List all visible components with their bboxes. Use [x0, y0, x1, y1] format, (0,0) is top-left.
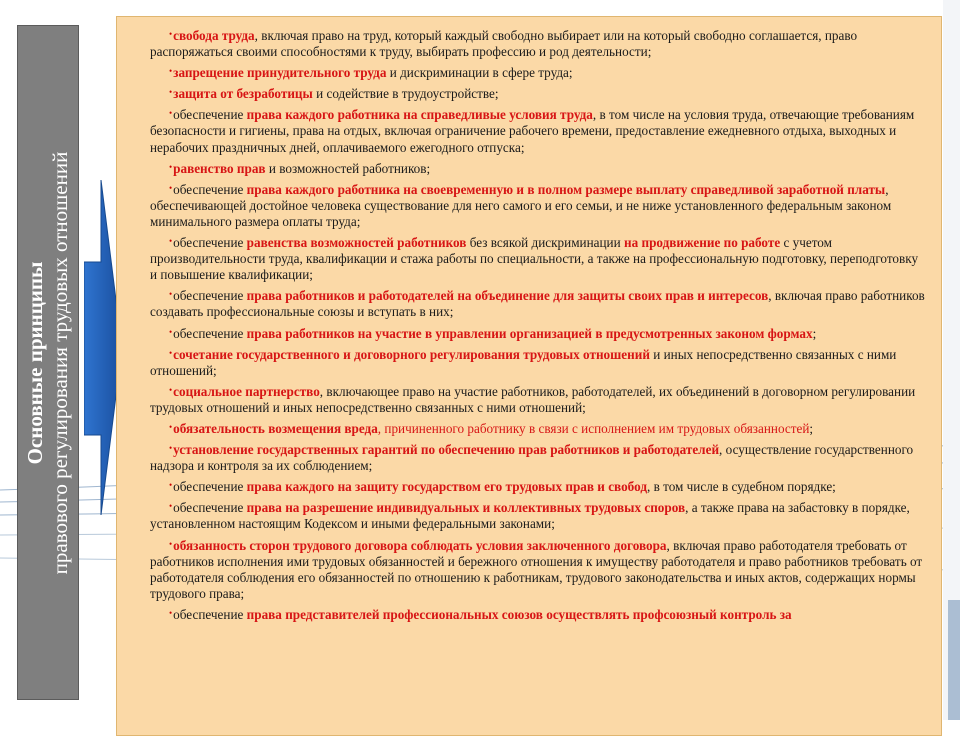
- principles-list: [150, 26, 927, 623]
- principle-text-segment: права работников на участие в управлении организацией в предусмотренных законом формах: [246, 325, 813, 341]
- principle-text-segment: права каждого работника на справедливые условия труда: [246, 107, 593, 123]
- principle-item: [150, 440, 927, 474]
- principle-text-segment: ;: [812, 325, 817, 341]
- principle-text-segment: и содействие в трудоустройстве;: [312, 86, 499, 102]
- principle-text-segment: обеспечение: [173, 479, 247, 495]
- principle-text-segment: и возможностей работников;: [265, 160, 431, 176]
- principle-text-segment: обязательность возмещения вреда: [173, 420, 378, 436]
- principle-text-segment: ;: [809, 420, 814, 436]
- principle-item: [150, 605, 927, 623]
- principle-text-segment: , включая право на труд, который каждый свободно выбирает или на который свободно соглашается, право распоряжаться своими способностями к труду, выбирать профессию и род деятельности;: [150, 28, 858, 60]
- principle-text-segment: права на разрешение индивидуальных и коллективных трудовых споров: [246, 500, 686, 516]
- side-title-line1: Основные принципы: [23, 261, 47, 464]
- bullet-icon: •: [169, 421, 173, 432]
- bullet-icon: •: [169, 108, 173, 119]
- principle-text-segment: на продвижение по работе: [623, 235, 781, 251]
- bullet-icon: •: [169, 538, 173, 549]
- principles-content-box: [116, 16, 942, 736]
- bullet-icon: •: [169, 384, 173, 395]
- principle-text-segment: сочетание государственного и договорного регулирования трудовых отношений: [173, 346, 650, 362]
- principle-text-segment: , осуществление государственного надзора и контроля за их соблюдением;: [150, 442, 914, 474]
- principle-item: [150, 105, 927, 155]
- principle-text-segment: обеспечение: [173, 181, 247, 197]
- bullet-icon: •: [169, 347, 173, 358]
- principle-text-segment: обеспечение: [173, 107, 247, 123]
- principle-text-segment: с учетом производительности труда, квалификации и стажа работы по специальности, а также на профессиональную подготовку, переподготовку и повышение квалификации;: [150, 235, 919, 283]
- principle-item: [150, 419, 927, 437]
- principle-item: [150, 498, 927, 532]
- principle-text-segment: равенства возможностей работников: [246, 235, 467, 251]
- principle-text-segment: равенство прав: [173, 160, 266, 176]
- principle-text-segment: , а также права на забастовку в порядке, установленном настоящим Кодексом и иными федеральными законами;: [150, 500, 910, 532]
- bullet-icon: •: [169, 161, 173, 172]
- bullet-icon: •: [169, 289, 173, 300]
- principle-text-segment: социальное партнерство: [173, 383, 320, 399]
- principle-item: [150, 63, 927, 81]
- bullet-icon: •: [169, 326, 173, 337]
- bullet-icon: •: [169, 29, 173, 39]
- principle-text-segment: права каждого на защиту государством его трудовых прав и свобод: [246, 479, 647, 495]
- principle-text-segment: запрещение принудительного труда: [173, 65, 387, 81]
- principle-item: [150, 180, 927, 230]
- principle-text-segment: без всякой дискриминации: [466, 235, 624, 251]
- principle-text-segment: , в том числе в судебном порядке;: [646, 479, 836, 495]
- principle-item: [150, 159, 927, 177]
- right-edge-accent: [943, 0, 960, 720]
- principle-item: [150, 382, 927, 416]
- principle-text-segment: , включая право работников создавать профессиональные союзы и вступать в них;: [150, 288, 925, 320]
- principle-text-segment: права каждого работника на своевременную и в полном размере выплату справедливой заработной платы: [246, 181, 886, 197]
- principle-text-segment: обеспечение: [173, 325, 247, 341]
- side-title-line2: правового регулирования трудовых отношений: [48, 151, 72, 574]
- principle-text-segment: , в том числе на условия труда, отвечающие требованиям безопасности и гигиены, права на отдых, включая ограничение рабочего времени, предоставление ежедневного отдыха, выходных и нерабочих праздничных дней, оплачиваемого ежегодного отпуска;: [150, 107, 915, 155]
- bullet-icon: •: [169, 66, 173, 77]
- principle-item: [150, 345, 927, 379]
- principle-text-segment: защита от безработицы: [173, 86, 313, 102]
- principle-text-segment: свобода труда: [173, 28, 255, 43]
- bullet-icon: •: [169, 236, 173, 247]
- principle-text-segment: , включая право работодателя требовать от работников исполнения ими трудовых обязанностей и бережного отношения к имуществу работодателя и право работников требовать от работодателя соблюдения его обязанностей по отношению к работникам, трудового законодательства и иных актов, содержащих нормы трудового права;: [150, 537, 923, 601]
- principle-text-segment: обязанность сторон трудового договора соблюдать условия заключенного договора: [173, 537, 667, 553]
- principle-text-segment: , обеспечивающей достойное человека существование для него самого и его семьи, и не ниже установленного федеральным законом минимального размера оплаты труда;: [150, 181, 892, 229]
- principle-item: [150, 233, 927, 283]
- principle-item: [150, 26, 927, 60]
- principle-text-segment: права представителей профессиональных союзов осуществлять профсоюзный контроль за: [246, 606, 792, 622]
- principle-text-segment: обеспечение: [173, 500, 247, 516]
- principle-item: [150, 324, 927, 342]
- principle-text-segment: установление государственных гарантий по обеспечению прав работников и работодателей: [173, 442, 720, 458]
- principle-text-segment: права работников и работодателей на объединение для защиты своих прав и интересов: [246, 288, 769, 304]
- principle-text-segment: обеспечение: [173, 606, 247, 622]
- principle-item: [150, 286, 927, 320]
- principle-text-segment: , причиненного работнику в связи с исполнением им трудовых обязанностей: [377, 420, 810, 436]
- principle-text-segment: обеспечение: [173, 288, 247, 304]
- principle-text-segment: и иных непосредственно связанных с ними отношений;: [150, 346, 897, 378]
- principle-text-segment: , включающее право на участие работников, работодателей, их объединений в договорном регулировании трудовых отношений и иных непосредственно связанных с ними отношений;: [150, 383, 916, 415]
- side-title: [23, 43, 73, 683]
- bullet-icon: •: [169, 501, 173, 512]
- bullet-icon: •: [169, 480, 173, 491]
- principle-text-segment: и дискриминации в сфере труда;: [386, 65, 573, 81]
- side-title-panel: [17, 25, 79, 700]
- bullet-icon: •: [169, 443, 173, 454]
- bullet-icon: •: [169, 182, 173, 193]
- principle-item: [150, 84, 927, 102]
- bullet-icon: •: [169, 87, 173, 98]
- principle-item: [150, 477, 927, 495]
- principle-text-segment: обеспечение: [173, 235, 247, 251]
- bullet-icon: •: [169, 607, 173, 618]
- principle-item: [150, 536, 927, 602]
